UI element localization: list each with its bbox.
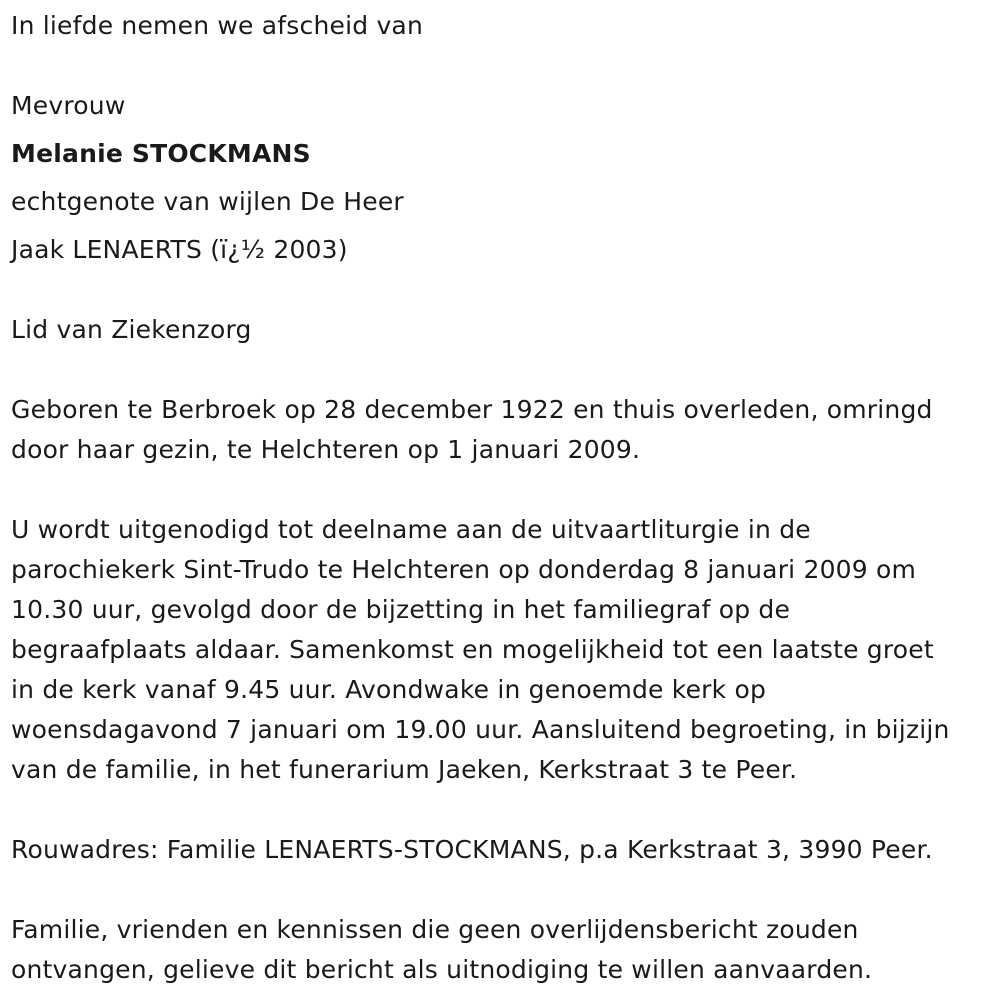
paragraph-line: door haar gezin, te Helchteren op 1 januari 2009. xyxy=(11,435,641,464)
birth-death-paragraph xyxy=(11,390,996,470)
paragraph-line: begraafplaats aldaar. Samenkomst en mogelijkheid tot een laatste groet xyxy=(11,635,934,664)
spouse-line-1: echtgenote van wijlen De Heer xyxy=(11,187,404,216)
paragraph-line: Familie, vrienden en kennissen die geen overlijdensbericht zouden xyxy=(11,915,859,944)
deceased-name: Melanie STOCKMANS xyxy=(11,139,311,168)
paragraph-line: Geboren te Berbroek op 28 december 1922 en thuis overleden, omringd xyxy=(11,395,933,424)
paragraph-line: 10.30 uur, gevolgd door de bijzetting in het familiegraf op de xyxy=(11,595,791,624)
membership-line: Lid van Ziekenzorg xyxy=(11,315,252,344)
mourning-address: Rouwadres: Familie LENAERTS-STOCKMANS, p.a Kerkstraat 3, 3990 Peer. xyxy=(11,835,933,864)
spouse-line-2: Jaak LENAERTS (ï¿½ 2003) xyxy=(11,235,348,264)
paragraph-line: van de familie, in het funerarium Jaeken, Kerkstraat 3 te Peer. xyxy=(11,755,798,784)
paragraph-line: parochiekerk Sint-Trudo te Helchteren op donderdag 8 januari 2009 om xyxy=(11,555,917,584)
intro-line: In liefde nemen we afscheid van xyxy=(11,11,423,40)
paragraph-line: ontvangen, gelieve dit bericht als uitnodiging te willen aanvaarden. xyxy=(11,955,873,984)
paragraph-line: woensdagavond 7 januari om 19.00 uur. Aansluitend begroeting, in bijzijn xyxy=(11,715,950,744)
closing-paragraph xyxy=(11,910,996,990)
funeral-paragraph xyxy=(11,510,996,790)
honorific: Mevrouw xyxy=(11,91,126,120)
paragraph-line: U wordt uitgenodigd tot deelname aan de uitvaartliturgie in de xyxy=(11,515,811,544)
paragraph-line: in de kerk vanaf 9.45 uur. Avondwake in genoemde kerk op xyxy=(11,675,767,704)
